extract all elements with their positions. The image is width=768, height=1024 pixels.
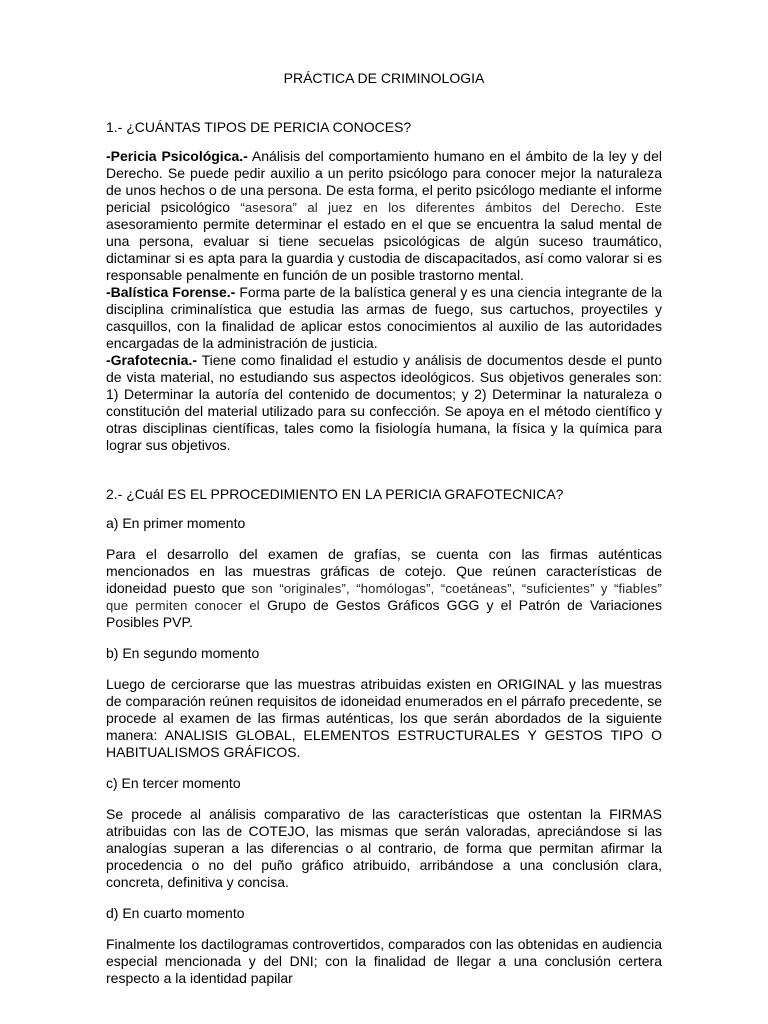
moment-b-label: b) En segundo momento [106,645,260,661]
pericia-psicologica-text-light: “asesora” al juez en los diferentes ámbitos del Derecho. Este [240,200,662,215]
moment-a-label: a) En primer momento [106,515,246,531]
moment-b-paragraph: Luego de cerciorarse que las muestras atribuidas existen en ORIGINAL y las muestras de comparación reúnen requisitos de idoneidad enumerados en el párrafo precedente, se procede al examen de las firmas auténticas, los que serán abordados de la siguiente manera: ANALISIS GLOBAL, ELEMENTOS ESTRUCTURALES Y GESTOS TIPO O HABITUALISMOS GRÁFICOS. [106,676,662,760]
pericia-psicologica-paragraph [106,148,662,284]
document-page [106,70,662,1001]
moment-a-text-b: Grupo de Gestos Gráficos GGG y el Patrón de Variaciones Posibles PVP. [106,597,662,630]
question-2-heading: 2.- ¿Cuál ES EL PPROCEDIMIENTO EN LA PERICIA GRAFOTECNICA? [106,486,564,502]
moment-a-paragraph [106,546,662,631]
moment-d-label: d) En cuarto momento [106,905,245,921]
question-1-heading: 1.- ¿CUÁNTAS TIPOS DE PERICIA CONOCES? [106,119,412,135]
balistica-forense-paragraph [106,284,662,352]
moment-a-text-light: son “originales”, “homólogas”, “coetáneas”, “suficientes” y “fiables” que permiten conocer el [106,581,662,613]
grafotecnia-text: Tiene como finalidad el estudio y análisis de documentos desde el punto de vista material, no estudiando sus aspectos ideológicos. Sus objetivos generales son: 1) Determinar la autoría del contenido de documentos; y 2) Determinar la naturaleza o constitución del material utilizado para su confección. Se apoya en el método científico y otras disciplinas científicas, tales como la fisiología humana, la física y la química para lograr sus objetivos. [106,352,662,453]
moment-c-label: c) En tercer momento [106,775,241,791]
question-1-answer [106,148,662,454]
balistica-forense-label: -Balística Forense.- [106,284,236,300]
document-title: PRÁCTICA DE CRIMINOLOGIA [283,70,485,86]
moment-a-text-a: Para el desarrollo del examen de grafías, se cuenta con las firmas auténticas mencionados en las muestras gráficas de cotejo. Que reúnen características de idoneidad puesto que [106,546,662,596]
grafotecnia-paragraph [106,352,662,454]
pericia-psicologica-text-a: Análisis del comportamiento humano en el ámbito de la ley y del Derecho. Se puede pedir auxilio a un perito psicólogo para conocer mejor la naturaleza de unos hechos o de una persona. De esta forma, el perito psicólogo mediante el informe pericial psicológico [106,148,662,215]
pericia-psicologica-label: -Pericia Psicológica.- [106,148,248,164]
grafotecnia-label: -Grafotecnia.- [106,352,198,368]
pericia-psicologica-text-b: asesoramiento permite determinar el estado en el que se encuentra la salud mental de una persona, evaluar si tiene secuelas psicológicas de algún suceso traumático, dictaminar si es apta para la guardia y custodia de discapacitados, así como valorar si es responsable penalmente en función de un posible trastorno mental. [106,216,662,283]
balistica-forense-text: Forma parte de la balística general y es una ciencia integrante de la disciplina criminalística que estudia las armas de fuego, sus cartuchos, proyectiles y casquillos, con la finalidad de aplicar estos conocimientos al auxilio de las autoridades encargadas de la administración de justicia. [106,284,662,351]
moment-c-paragraph: Se procede al análisis comparativo de las características que ostentan la FIRMAS atribuidas con las de COTEJO, las mismas que serán valoradas, apreciándose si las analogías superan a las diferencias o al contrario, de forma que permitan afirmar la procedencia o no del puño gráfico atribuido, arribándose a una conclusión clara, concreta, definitiva y concisa. [106,806,662,890]
moment-d-paragraph: Finalmente los dactilogramas controvertidos, comparados con las obtenidas en audiencia especial mencionada y del DNI; con la finalidad de llegar a una conclusión certera respecto a la identidad papilar [106,936,662,986]
